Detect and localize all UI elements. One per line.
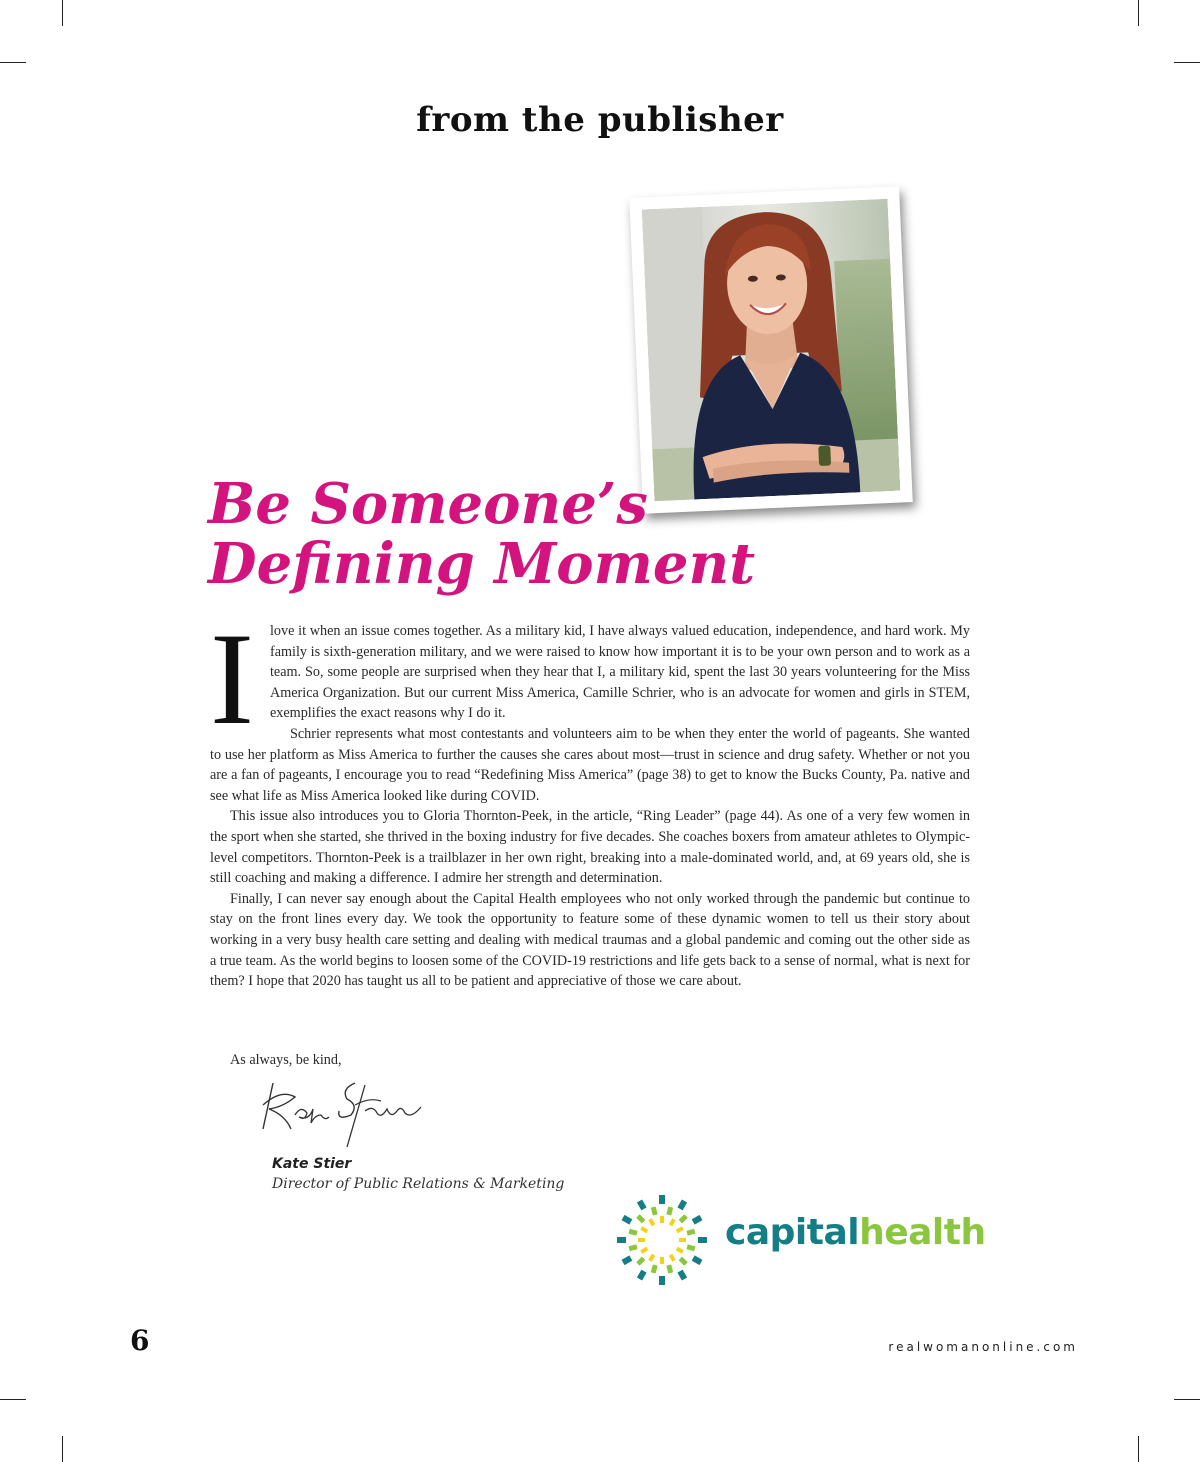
website-url: realwomanonline.com [888, 1340, 1078, 1354]
author-title: Director of Public Relations & Marketing [272, 1176, 565, 1192]
article-paragraph: Finally, I can never say enough about the Capital Health employees who not only worked through the pandemic but continue to stay on the front lines every day. We took the opportunity to feature some of these dynamic women to tell us their story about working in a very busy health care setting and dealing with medical traumas and a global pandemic and coming out the other side as a true team. As the world begins to loosen some of the COVID-19 restrictions and life gets back to a sense of normal, what is next for them? I hope that 2020 has taught us all to be patient and appreciative of those we care about. [210, 890, 970, 990]
crop-mark [1138, 1436, 1139, 1462]
signoff: As always, be kind, [230, 1052, 342, 1068]
article-body [210, 605, 970, 992]
logo-text-capital: capital [725, 1212, 860, 1253]
sunburst-icon [612, 1190, 712, 1290]
portrait-image [642, 199, 901, 501]
article-paragraph: Schrier represents what most contestants and volunteers aim to be when they enter the world of pageants. She wanted to use her platform as Miss America to further the causes she cares about most—trust in science and drug safety. Whether or not you are a fan of pageants, I encourage you to read “Redefining Miss America” (page 38) to get to know the Bucks County, Pa. native and see what life as Miss America looked like during COVID. [210, 725, 970, 804]
article-paragraph: love it when an issue comes together. As a military kid, I have always valued education, independence, and hard work. My family is sixth-generation military, and we were raised to know how important it is to be your own person and to work as a team. So, some people are surprised when they hear that I, a military kid, spent the last 30 years volunteering for the Miss America Organization. But our current Miss America, Camille Schrier, who is an advocate for women and girls in STEM, exemplifies the exact reasons why I do it. [269, 623, 970, 722]
author-name: Kate Stier [272, 1156, 352, 1172]
logo-wordmark [725, 1212, 986, 1253]
crop-mark [1174, 62, 1200, 63]
section-heading: from the publisher [416, 100, 784, 140]
handwritten-signature [255, 1075, 430, 1159]
headline-line-2: Defining Moment [208, 531, 756, 597]
crop-mark [1174, 1399, 1200, 1400]
article-paragraph: This issue also introduces you to Gloria Thornton-Peek, in the article, “Ring Leader” (page 44). As one of a very few women in the sport when she started, she thrived in the boxing industry for five decades. She coaches boxers from amateur athletes to Olympic-level competitors. Thornton-Peek is a trailblazer in her own right, breaking into a male-dominated world, and, at 69 years old, she is still coaching and making a difference. I admire her strength and determination. [210, 808, 970, 887]
drop-cap: I [210, 605, 254, 752]
headline [208, 471, 756, 597]
crop-mark [1138, 0, 1139, 26]
publisher-photo [629, 186, 913, 513]
page-number: 6 [130, 1324, 150, 1357]
crop-mark [0, 62, 26, 63]
crop-mark [0, 1399, 26, 1400]
crop-mark [62, 1436, 63, 1462]
capital-health-logo [612, 1190, 986, 1290]
headline-line-1: Be Someone’s [208, 471, 648, 537]
logo-text-health: health [859, 1212, 986, 1253]
crop-mark [62, 0, 63, 26]
